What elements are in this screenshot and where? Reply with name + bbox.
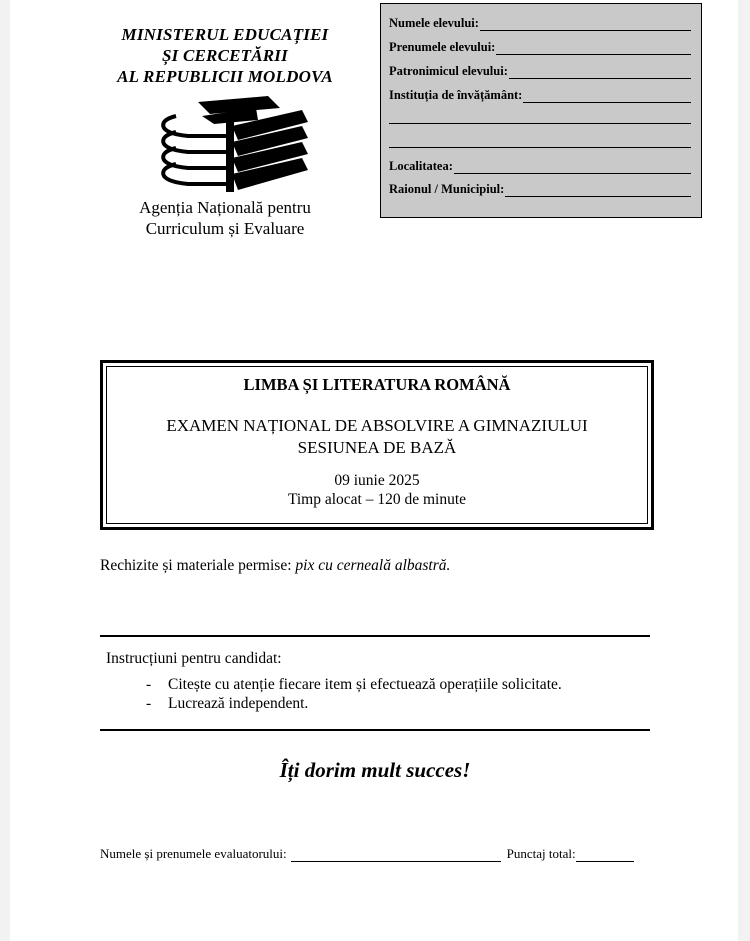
exam-cover-page — [10, 0, 738, 941]
fill-line[interactable] — [523, 91, 691, 103]
divider — [100, 729, 650, 731]
exam-session: SESIUNEA DE BAZĂ — [297, 438, 457, 457]
exam-type — [107, 415, 647, 459]
field-label: Prenumele elevului: — [389, 40, 496, 54]
evaluator-name-line[interactable] — [291, 849, 501, 862]
fill-line[interactable] — [480, 19, 691, 31]
institution-extra-line[interactable] — [389, 123, 691, 124]
total-score-label: Punctaj total: — [506, 846, 576, 861]
evaluator-name-label: Numele și prenumele evaluatorului: — [100, 846, 287, 861]
exam-title-inner — [106, 366, 648, 524]
student-last-name-field[interactable] — [389, 16, 691, 31]
exam-subject: LIMBA ȘI LITERATURA ROMÂNĂ — [243, 375, 511, 394]
fill-line[interactable] — [496, 43, 691, 55]
ministry-line-2: ȘI CERCETĂRII — [162, 46, 288, 65]
divider — [100, 635, 650, 637]
field-label: Patronimicul elevului: — [389, 64, 508, 78]
exam-schedule — [107, 471, 647, 509]
instructions-list — [146, 675, 562, 713]
institution-extra-line[interactable] — [389, 147, 691, 148]
exam-date: 09 iunie 2025 — [334, 472, 420, 489]
agency-name — [100, 197, 350, 239]
instruction-text: Citește cu atenție fiecare item și efectuează operațiile solicitate. — [168, 676, 562, 693]
ministry-line-3: AL REPUBLICII MOLDOVA — [117, 67, 333, 86]
exam-type-line-1: EXAMEN NAȚIONAL DE ABSOLVIRE A GIMNAZIULUI — [166, 416, 588, 435]
district-field[interactable] — [389, 182, 691, 197]
student-info-box — [380, 3, 702, 218]
locality-field[interactable] — [389, 159, 691, 174]
instruction-text: Lucrează independent. — [168, 695, 309, 712]
allowed-materials — [100, 557, 450, 575]
ministry-name — [100, 24, 350, 87]
instruction-item: - Lucrează independent. — [146, 695, 309, 712]
fill-line[interactable] — [454, 162, 691, 174]
exam-time-allowed: Timp alocat – 120 de minute — [287, 491, 467, 508]
field-label: Raionul / Municipiul: — [389, 182, 505, 196]
fill-line[interactable] — [505, 185, 691, 197]
school-institution-field[interactable] — [389, 88, 691, 103]
materials-value: pix cu cerneală albastră. — [295, 557, 451, 574]
exam-title-box — [100, 360, 654, 530]
agency-line-2: Curriculum și Evaluare — [145, 219, 305, 238]
fill-line[interactable] — [509, 67, 691, 79]
field-label: Instituția de învățământ: — [389, 88, 523, 102]
materials-label: Rechizite și materiale permise: — [100, 557, 292, 574]
good-luck-message: Îți dorim mult succes! — [279, 758, 471, 782]
student-patronymic-field[interactable] — [389, 64, 691, 79]
instruction-item: - Citește cu atenție fiecare item și efectuează operațiile solicitate. — [146, 676, 562, 693]
agency-line-1: Agenția Națională pentru — [139, 198, 311, 217]
instructions-title: Instrucțiuni pentru candidat: — [106, 650, 282, 667]
ministry-line-1: MINISTERUL EDUCAȚIEI — [121, 25, 329, 44]
field-label: Localitatea: — [389, 159, 453, 173]
evaluator-footer — [100, 846, 650, 862]
total-score-line[interactable] — [576, 849, 634, 862]
field-label: Numele elevului: — [389, 16, 479, 30]
stacked-books-logo-icon — [150, 96, 310, 194]
student-first-name-field[interactable] — [389, 40, 691, 55]
